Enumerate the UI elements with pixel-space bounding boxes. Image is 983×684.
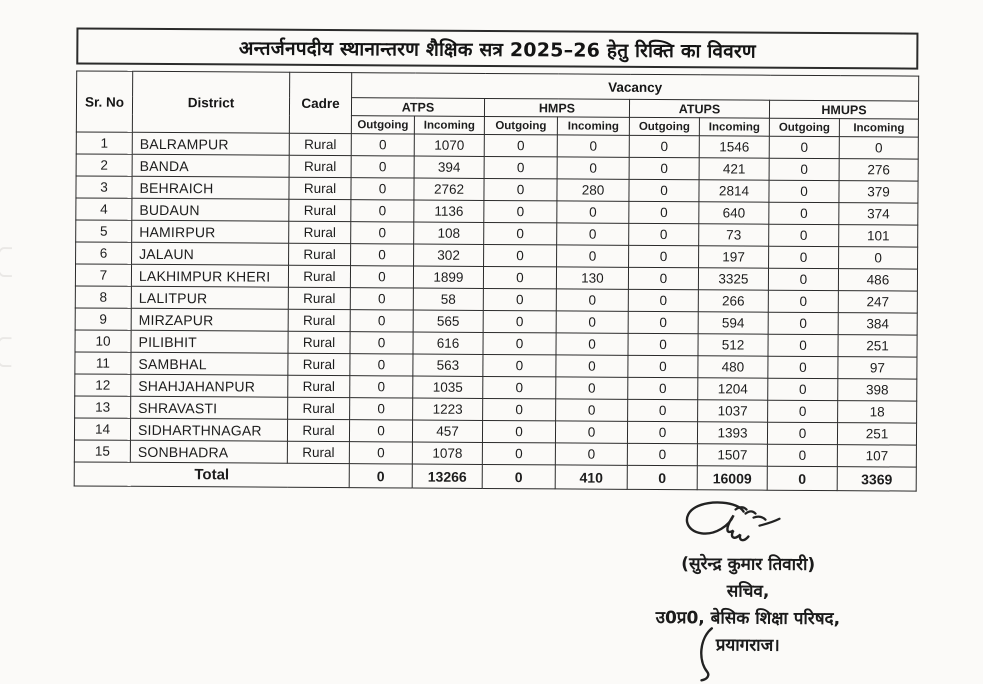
cell-atps-outgoing: 0	[350, 288, 413, 310]
cell-atps-incoming: 1078	[412, 442, 482, 464]
header-atps-incoming: Incoming	[414, 116, 484, 134]
cell-district: SIDHARTHNAGAR	[130, 418, 287, 441]
cell-hmups-outgoing: 0	[767, 444, 837, 466]
cell-district: BUDAUN	[132, 198, 289, 221]
cell-hmps-outgoing: 0	[484, 222, 557, 244]
cell-hmps-outgoing: 0	[484, 244, 557, 266]
header-hmups-outgoing: Outgoing	[769, 118, 839, 136]
cell-atups-incoming: 640	[699, 202, 769, 224]
cell-atps-outgoing: 0	[351, 200, 414, 222]
header-sr-no: Sr. No	[76, 71, 132, 132]
signatory-name: (सुरेन्द्र कुमार तिवारी)	[681, 554, 816, 575]
cell-atps-outgoing: 0	[350, 354, 413, 376]
cell-atps-outgoing: 0	[351, 134, 414, 156]
cell-atps-outgoing: 0	[350, 376, 413, 398]
cell-hmps-incoming: 0	[556, 311, 628, 333]
cell-sr-no: 15	[74, 440, 130, 462]
total-atups-outgoing: 0	[627, 465, 697, 489]
cell-hmups-incoming: 0	[839, 137, 918, 159]
header-hmps-incoming: Incoming	[557, 117, 629, 135]
cell-atps-outgoing: 0	[350, 398, 413, 420]
cell-cadre: Rural	[288, 265, 350, 287]
document-title-box	[76, 27, 918, 69]
total-row	[74, 462, 916, 491]
cell-hmups-incoming: 486	[838, 269, 917, 291]
header-district: District	[132, 71, 289, 133]
cell-sr-no: 10	[75, 330, 131, 352]
cell-sr-no: 13	[75, 396, 131, 418]
cell-hmups-incoming: 398	[838, 379, 917, 401]
cell-hmps-incoming: 0	[556, 399, 628, 421]
cell-hmps-outgoing: 0	[484, 134, 557, 156]
signatory-place: प्रयागराज।	[715, 635, 780, 656]
cell-hmps-outgoing: 0	[482, 420, 555, 442]
cell-sr-no: 8	[75, 286, 131, 308]
cell-atups-outgoing: 0	[628, 355, 698, 377]
total-hmups-incoming: 3369	[837, 467, 916, 491]
cell-cadre: Rural	[289, 155, 351, 177]
cell-cadre: Rural	[289, 133, 351, 155]
cell-hmups-outgoing: 0	[768, 400, 838, 422]
cell-hmups-outgoing: 0	[769, 246, 839, 268]
cell-atups-incoming: 512	[698, 334, 768, 356]
cell-cadre: Rural	[289, 177, 351, 199]
cell-atps-incoming: 1070	[414, 134, 484, 156]
cell-hmups-outgoing: 0	[769, 180, 839, 202]
cell-hmups-incoming: 384	[838, 313, 917, 335]
cell-district: LALITPUR	[131, 286, 288, 309]
cell-atps-incoming: 1136	[414, 200, 484, 222]
cell-atps-outgoing: 0	[350, 266, 413, 288]
cell-district: PILIBHIT	[131, 330, 288, 353]
cell-atups-incoming: 266	[698, 290, 768, 312]
cell-hmups-outgoing: 0	[768, 290, 838, 312]
cell-atps-outgoing: 0	[351, 244, 414, 266]
cell-hmps-incoming: 0	[556, 355, 628, 377]
cell-district: JALAUN	[132, 242, 289, 265]
cell-hmps-incoming: 0	[556, 289, 628, 311]
cell-hmps-outgoing: 0	[483, 376, 556, 398]
cell-atps-outgoing: 0	[349, 442, 412, 464]
cell-district: BANDA	[132, 154, 289, 177]
total-hmps-outgoing: 0	[482, 464, 555, 488]
cell-cadre: Rural	[288, 287, 350, 309]
cell-atups-outgoing: 0	[628, 289, 698, 311]
cell-atps-incoming: 1035	[413, 376, 483, 398]
cell-hmps-incoming: 0	[555, 443, 627, 465]
header-atps-outgoing: Outgoing	[351, 116, 414, 134]
cell-cadre: Rural	[289, 243, 351, 265]
cell-atups-incoming: 197	[699, 246, 769, 268]
cell-atps-incoming: 1899	[413, 266, 483, 288]
cell-hmups-incoming: 374	[839, 203, 918, 225]
header-atups-outgoing: Outgoing	[629, 117, 699, 135]
cell-atups-incoming: 1393	[697, 422, 767, 444]
cell-atps-outgoing: 0	[351, 178, 414, 200]
cell-atups-outgoing: 0	[628, 333, 698, 355]
cell-hmps-incoming: 130	[556, 267, 628, 289]
cell-hmups-outgoing: 0	[769, 224, 839, 246]
cell-hmps-outgoing: 0	[484, 200, 557, 222]
cell-atups-outgoing: 0	[629, 201, 699, 223]
cell-district: LAKHIMPUR KHERI	[131, 264, 288, 287]
cell-atups-outgoing: 0	[628, 377, 698, 399]
cell-atps-incoming: 2762	[414, 178, 484, 200]
cell-atps-incoming: 58	[413, 288, 483, 310]
cell-atps-incoming: 394	[414, 156, 484, 178]
cell-cadre: Rural	[287, 441, 349, 463]
cell-hmups-incoming: 379	[839, 181, 918, 203]
cell-sr-no: 12	[75, 374, 131, 396]
cell-atps-incoming: 108	[414, 222, 484, 244]
cell-atps-incoming: 563	[413, 354, 483, 376]
cell-hmps-incoming: 0	[555, 421, 627, 443]
signatory-organization: उ0प्र0, बेसिक शिक्षा परिषद,	[655, 608, 841, 630]
cell-hmps-outgoing: 0	[483, 288, 556, 310]
cell-sr-no: 4	[76, 198, 132, 220]
cell-district: BEHRAICH	[132, 176, 289, 199]
cell-hmups-incoming: 0	[839, 247, 918, 269]
cell-hmups-incoming: 276	[839, 159, 918, 181]
cell-atups-outgoing: 0	[629, 157, 699, 179]
total-hmups-outgoing: 0	[767, 466, 837, 490]
header-group-atups: ATUPS	[629, 99, 769, 118]
cell-atups-outgoing: 0	[629, 179, 699, 201]
cell-hmups-incoming: 251	[837, 423, 916, 445]
cell-hmps-outgoing: 0	[484, 156, 557, 178]
cell-atps-outgoing: 0	[351, 222, 414, 244]
cell-atps-outgoing: 0	[350, 332, 413, 354]
cell-sr-no: 3	[76, 176, 132, 198]
vacancy-table-body	[74, 132, 918, 467]
total-label: Total	[74, 462, 349, 488]
cell-hmps-outgoing: 0	[484, 178, 557, 200]
cell-hmps-incoming: 0	[557, 223, 629, 245]
vacancy-table	[74, 70, 920, 491]
cell-hmups-outgoing: 0	[768, 312, 838, 334]
cell-hmups-incoming: 101	[839, 225, 918, 247]
cell-hmps-outgoing: 0	[483, 332, 556, 354]
cell-district: HAMIRPUR	[132, 220, 289, 243]
cell-atups-outgoing: 0	[627, 421, 697, 443]
binding-smudge	[0, 247, 12, 277]
cell-cadre: Rural	[289, 221, 351, 243]
cell-hmps-incoming: 0	[557, 201, 629, 223]
cell-cadre: Rural	[289, 199, 351, 221]
cell-sr-no: 14	[74, 418, 130, 440]
cell-hmps-outgoing: 0	[482, 442, 555, 464]
cell-cadre: Rural	[287, 419, 349, 441]
signature-scribble-icon	[679, 497, 783, 550]
total-atps-outgoing: 0	[349, 464, 412, 488]
cell-atps-outgoing: 0	[351, 156, 414, 178]
cell-district: MIRZAPUR	[131, 308, 288, 331]
header-atups-incoming: Incoming	[699, 118, 769, 136]
header-hmups-incoming: Incoming	[839, 119, 918, 137]
cell-atups-incoming: 1507	[697, 444, 767, 466]
cell-district: BALRAMPUR	[132, 132, 289, 155]
cell-sr-no: 11	[75, 352, 131, 374]
cell-hmps-outgoing: 0	[483, 398, 556, 420]
cell-cadre: Rural	[288, 375, 350, 397]
total-atps-incoming: 13266	[412, 464, 482, 488]
cell-hmps-incoming: 0	[557, 157, 629, 179]
binding-smudge	[0, 337, 12, 367]
pen-stroke-icon	[692, 626, 718, 682]
cell-atups-incoming: 1037	[698, 400, 768, 422]
header-group-atps: ATPS	[351, 98, 484, 117]
cell-hmps-incoming: 280	[557, 179, 629, 201]
cell-hmups-outgoing: 0	[768, 268, 838, 290]
cell-hmups-incoming: 97	[838, 357, 917, 379]
cell-hmps-incoming: 0	[557, 245, 629, 267]
cell-sr-no: 7	[75, 264, 131, 286]
cell-hmups-incoming: 18	[838, 401, 917, 423]
cell-atups-outgoing: 0	[629, 135, 699, 157]
cell-sr-no: 6	[76, 242, 132, 264]
cell-hmps-outgoing: 0	[483, 266, 556, 288]
cell-atps-incoming: 565	[413, 310, 483, 332]
document-title: अन्तर्जनपदीय स्थानान्तरण शैक्षिक सत्र 2025–26 हेतु रिक्ति का विवरण	[238, 36, 756, 63]
cell-cadre: Rural	[288, 309, 350, 331]
cell-cadre: Rural	[288, 331, 350, 353]
cell-hmps-incoming: 0	[556, 377, 628, 399]
cell-atups-incoming: 1546	[699, 136, 769, 158]
cell-hmps-incoming: 0	[557, 135, 629, 157]
header-cadre: Cadre	[289, 72, 351, 133]
header-hmps-outgoing: Outgoing	[484, 116, 557, 134]
cell-atups-incoming: 2814	[699, 180, 769, 202]
cell-district: SONBHADRA	[130, 440, 287, 463]
cell-sr-no: 5	[76, 220, 132, 242]
cell-district: SHAHJAHANPUR	[131, 374, 288, 397]
cell-district: SHRAVASTI	[131, 396, 288, 419]
cell-atups-incoming: 73	[699, 224, 769, 246]
cell-hmups-incoming: 251	[838, 335, 917, 357]
cell-atups-incoming: 480	[698, 356, 768, 378]
table-header	[76, 71, 918, 137]
cell-atps-outgoing: 0	[349, 420, 412, 442]
cell-cadre: Rural	[288, 397, 350, 419]
cell-hmups-outgoing: 0	[769, 136, 839, 158]
cell-hmps-incoming: 0	[556, 333, 628, 355]
cell-sr-no: 1	[76, 132, 132, 154]
cell-hmps-outgoing: 0	[483, 310, 556, 332]
cell-hmups-outgoing: 0	[768, 334, 838, 356]
cell-hmups-incoming: 107	[837, 445, 916, 467]
header-group-hmps: HMPS	[484, 98, 629, 117]
cell-hmups-outgoing: 0	[767, 422, 837, 444]
cell-hmups-outgoing: 0	[768, 356, 838, 378]
cell-hmups-outgoing: 0	[768, 378, 838, 400]
signatory-designation: सचिव,	[726, 581, 770, 602]
cell-hmps-outgoing: 0	[483, 354, 556, 376]
cell-atps-incoming: 457	[412, 420, 482, 442]
cell-atps-incoming: 302	[414, 244, 484, 266]
cell-atups-outgoing: 0	[628, 399, 698, 421]
cell-atups-outgoing: 0	[629, 245, 699, 267]
cell-district: SAMBHAL	[131, 352, 288, 375]
total-atups-incoming: 16009	[697, 466, 767, 490]
cell-atps-incoming: 616	[413, 332, 483, 354]
cell-atups-incoming: 594	[698, 312, 768, 334]
cell-atups-incoming: 3325	[698, 268, 768, 290]
cell-cadre: Rural	[288, 353, 350, 375]
cell-hmups-outgoing: 0	[769, 202, 839, 224]
total-hmps-incoming: 410	[555, 465, 627, 489]
cell-atups-outgoing: 0	[627, 443, 697, 465]
cell-atps-outgoing: 0	[350, 310, 413, 332]
cell-atups-outgoing: 0	[628, 267, 698, 289]
cell-hmups-incoming: 247	[838, 291, 917, 313]
cell-atups-incoming: 1204	[698, 378, 768, 400]
cell-sr-no: 9	[75, 308, 131, 330]
cell-atups-outgoing: 0	[629, 223, 699, 245]
header-group-hmups: HMUPS	[769, 100, 918, 119]
cell-atups-outgoing: 0	[628, 311, 698, 333]
cell-hmups-outgoing: 0	[769, 158, 839, 180]
header-vacancy: Vacancy	[352, 73, 919, 101]
signature-block	[610, 497, 887, 661]
cell-atups-incoming: 421	[699, 158, 769, 180]
cell-atps-incoming: 1223	[413, 398, 483, 420]
cell-sr-no: 2	[76, 154, 132, 176]
